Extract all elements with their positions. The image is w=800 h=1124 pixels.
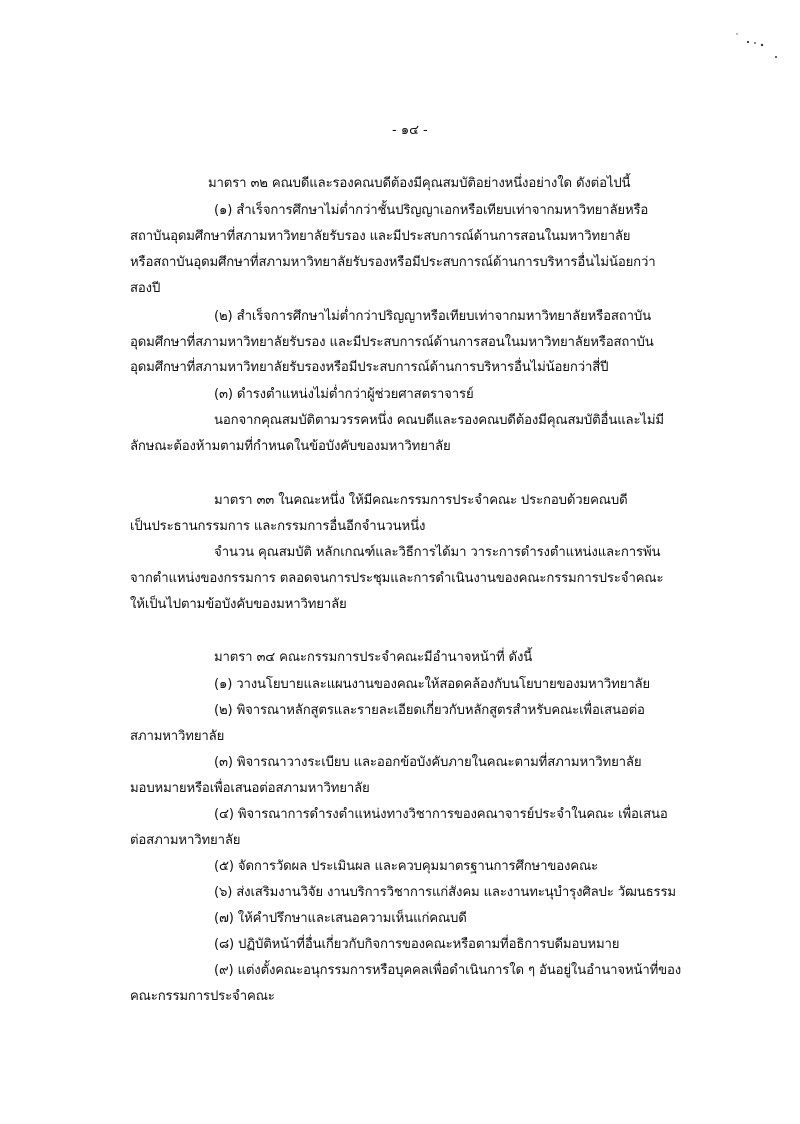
sec32-line-1: มาตรา ๓๒ คณบดีและรองคณบดีต้องมีคุณสมบัติอย่างหนึ่งอย่างใด ดังต่อไปนี้	[208, 176, 631, 191]
sec34-line-12: (๘) ปฏิบัติหน้าที่อื่นเกี่ยวกับกิจการของคณะหรือตามที่อธิการบดีมอบหมาย	[214, 937, 620, 952]
sec32-line-5: สองปี	[130, 281, 161, 296]
sec34-line-7: (๔) พิจารณาการดำรงตำแหน่งทางวิชาการของคณาจารย์ประจำในคณะ เพื่อเสนอ	[214, 807, 668, 822]
sec34-line-14: คณะกรรมการประจำคณะ	[130, 989, 275, 1004]
sec32-line-2: (๑) สำเร็จการศึกษาไม่ต่ำกว่าชั้นปริญญาเอกหรือเทียบเท่าจากมหาวิทยาลัยหรือ	[214, 203, 649, 218]
sec32-line-6: (๒) สำเร็จการศึกษาไม่ต่ำกว่าปริญญาหรือเทียบเท่าจากมหาวิทยาลัยหรือสถาบัน	[214, 309, 651, 324]
sec33-line-3: จำนวน คุณสมบัติ หลักเกณฑ์และวิธีการได้มา วาระการดำรงตำแหน่งและการพ้น	[214, 545, 661, 560]
sec34-line-4: สภามหาวิทยาลัย	[130, 729, 225, 744]
sec34-line-11: (๗) ให้คำปรึกษาและเสนอความเห็นแก่คณบดี	[214, 911, 467, 926]
sec34-line-2: (๑) วางนโยบายและแผนงานของคณะให้สอดคล้องกับนโยบายของมหาวิทยาลัย	[214, 677, 650, 692]
scan-specks	[728, 30, 788, 70]
sec32-line-9: (๓) ดำรงตำแหน่งไม่ต่ำกว่าผู้ช่วยศาสตราจารย์	[214, 387, 474, 402]
sec33-line-1: มาตรา ๓๓ ในคณะหนึ่ง ให้มีคณะกรรมการประจำคณะ ประกอบด้วยคณบดี	[214, 493, 628, 508]
sec34-line-5: (๓) พิจารณาวางระเบียบ และออกข้อบังคับภายในคณะตามที่สภามหาวิทยาลัย	[214, 755, 642, 770]
sec33-line-5: ให้เป็นไปตามข้อบังคับของมหาวิทยาลัย	[130, 597, 347, 612]
sec34-line-10: (๖) ส่งเสริมงานวิจัย งานบริการวิชาการแก่สังคม และงานทะนุบำรุงศิลปะ วัฒนธรรม	[214, 885, 676, 900]
sec32-line-10: นอกจากคุณสมบัติตามวรรคหนึ่ง คณบดีและรองคณบดีต้องมีคุณสมบัติอื่นและไม่มี	[214, 413, 664, 428]
sec32-line-7: อุดมศึกษาที่สภามหาวิทยาลัยรับรอง และมีประสบการณ์ด้านการสอนในมหาวิทยาลัยหรือสถาบัน	[130, 335, 654, 350]
sec34-line-1: มาตรา ๓๔ คณะกรรมการประจำคณะมีอำนาจหน้าที่ ดังนี้	[214, 650, 533, 665]
sec32-line-3: สถาบันอุดมศึกษาที่สภามหาวิทยาลัยรับรอง และมีประสบการณ์ด้านการสอนในมหาวิทยาลัย	[130, 229, 631, 244]
sec34-line-13: (๙) แต่งตั้งคณะอนุกรรมการหรือบุคคลเพื่อดำเนินการใด ๆ อันอยู่ในอำนาจหน้าที่ของ	[214, 963, 682, 978]
sec32-line-4: หรือสถาบันอุดมศึกษาที่สภามหาวิทยาลัยรับรองหรือมีประสบการณ์ด้านการบริหารอื่นไม่น้อยกว่า	[130, 255, 656, 270]
sec32-line-11: ลักษณะต้องห้ามตามที่กำหนดในข้อบังคับของมหาวิทยาลัย	[130, 439, 451, 454]
page-number: - ๑๔ -	[392, 123, 428, 138]
sec32-line-8: อุดมศึกษาที่สภามหาวิทยาลัยรับรองหรือมีประสบการณ์ด้านการบริหารอื่นไม่น้อยกว่าสี่ปี	[130, 360, 609, 375]
sec34-line-6: มอบหมายหรือเพื่อเสนอต่อสภามหาวิทยาลัย	[130, 781, 370, 796]
sec34-line-3: (๒) พิจารณาหลักสูตรและรายละเอียดเกี่ยวกับหลักสูตรสำหรับคณะเพื่อเสนอต่อ	[214, 703, 645, 718]
sec33-line-4: จากตำแหน่งของกรรมการ ตลอดจนการประชุมและการดำเนินงานของคณะกรรมการประจำคณะ	[130, 571, 664, 586]
sec33-line-2: เป็นประธานกรรมการ และกรรมการอื่นอีกจำนวนหนึ่ง	[130, 519, 426, 534]
sec34-line-9: (๕) จัดการวัดผล ประเมินผล และควบคุมมาตรฐานการศึกษาของคณะ	[214, 859, 598, 874]
sec34-line-8: ต่อสภามหาวิทยาลัย	[130, 833, 241, 848]
